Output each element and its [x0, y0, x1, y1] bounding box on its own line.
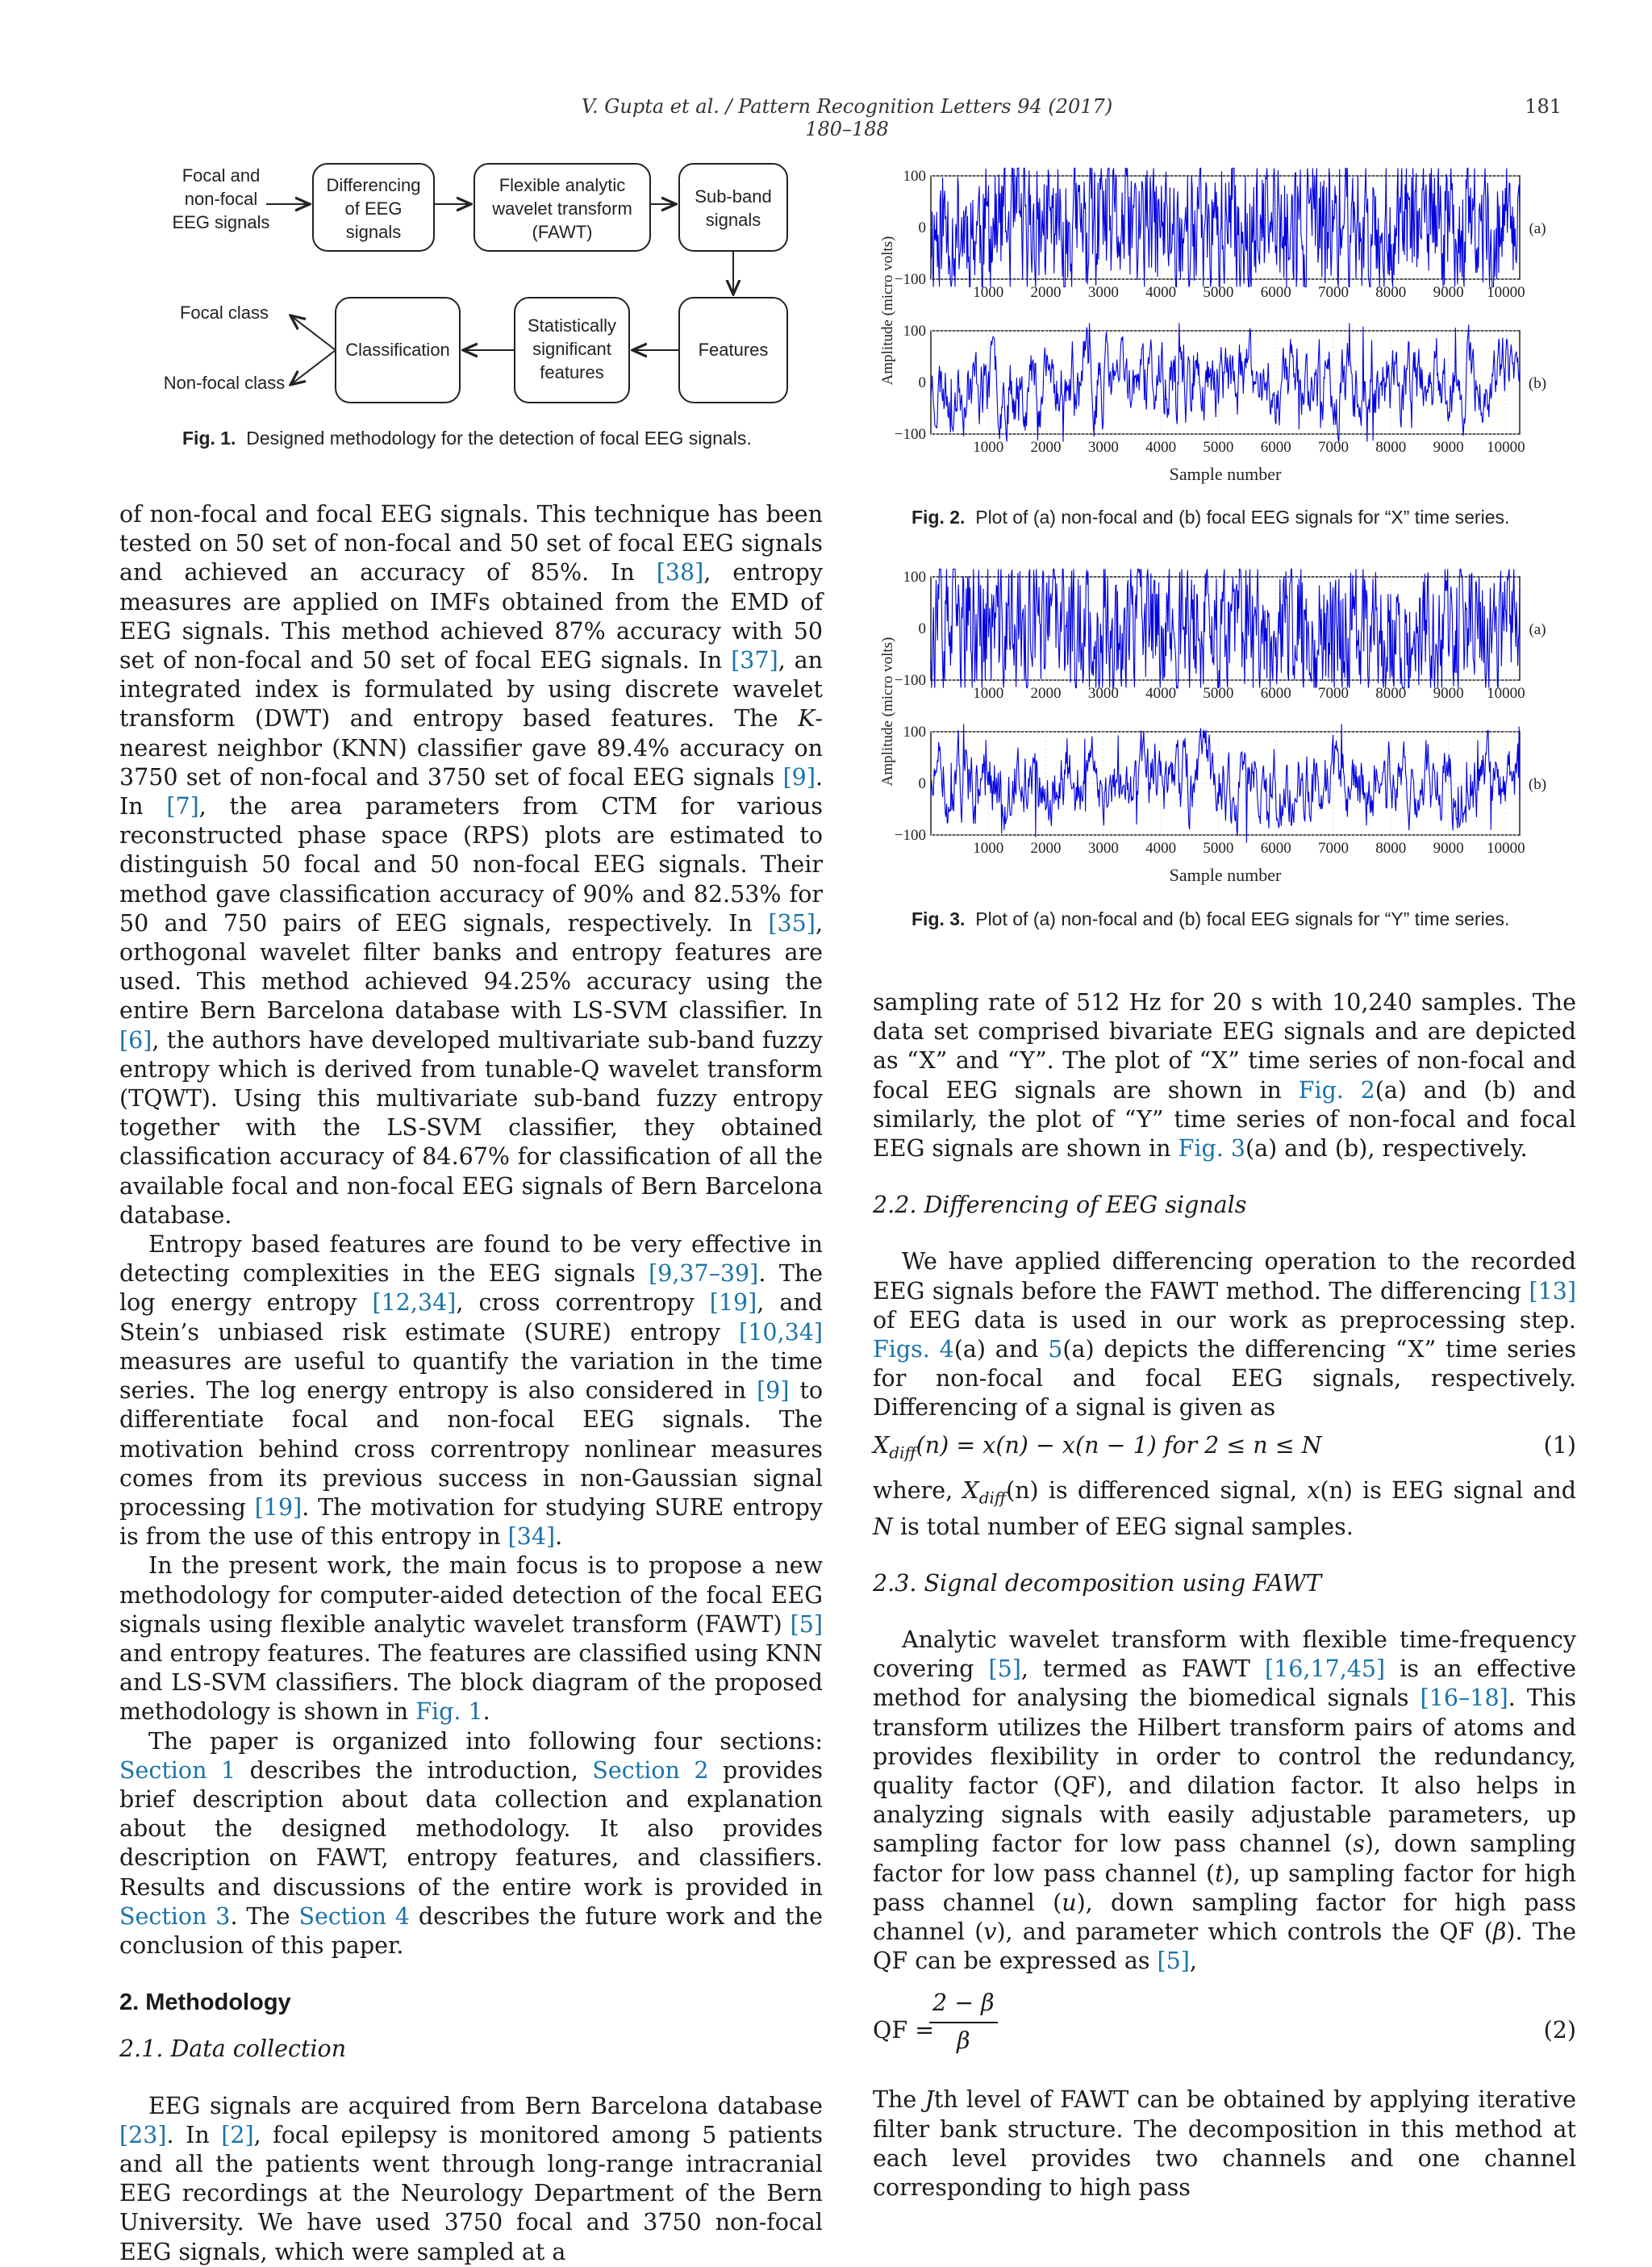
citation-link[interactable]: [7]: [166, 793, 199, 820]
figure-3-caption-label: Fig. 3.: [912, 908, 966, 929]
y-tick-label: −100: [894, 827, 926, 844]
citation-link[interactable]: [37]: [731, 647, 778, 674]
right-paragraph-2: We have applied differencing operation to the recorded EEG signals before the FAWT method. The differencing [13] of EEG data is used in our work as preprocessing step. Figs. 4(a) and 5(a) depicts the differencing “X” time series for non-focal and focal EEG signals, respectively. Differencing of a signal is given as: [873, 1248, 1576, 1422]
x-tick-label: 3000: [1087, 685, 1119, 702]
x-tick-label: 9000: [1433, 840, 1464, 857]
x-axis-label: Sample number: [1169, 464, 1282, 484]
box-subband-line2: signals: [705, 210, 761, 230]
equation-1: $X_{diff}(n) = x(n) - x(n - 1)$ for 2 ≤ n ≤ N (1): [873, 1431, 1576, 1463]
block-diagram-svg: [144, 157, 805, 415]
citation-link[interactable]: [10,34]: [739, 1318, 823, 1346]
panel-label: (b): [1528, 776, 1547, 793]
section-link[interactable]: Section 4: [298, 1902, 410, 1930]
box-fawt-line3: (FAWT): [532, 222, 593, 242]
x-tick-label: 9000: [1433, 284, 1464, 301]
x-tick-label: 8000: [1375, 439, 1407, 456]
x-tick-label: 4000: [1145, 685, 1177, 702]
x-tick-label: 2000: [1030, 439, 1062, 456]
section-2-1-heading: 2.1. Data collection: [119, 2035, 347, 2063]
left-paragraph-5: EEG signals are acquired from Bern Barcelona database [23]. In [2], focal epilepsy is monitored among 5 patients and all the patients went through long-range intracranial EEG recordings at the Neurology Department of the Bern University. We have used 3750 focal and 3750 non-focal EEG signals, which were sampled at a: [119, 2092, 823, 2265]
figure-1-caption-label: Fig. 1.: [182, 428, 236, 449]
x-tick-label: 5000: [1203, 685, 1234, 702]
box-fawt-line1: Flexible analytic: [499, 175, 626, 195]
x-axis-label: Sample number: [1169, 865, 1282, 885]
figure-1-caption: [182, 428, 795, 449]
right-paragraph-1: sampling rate of 512 Hz for 20 s with 10,240 samples. The data set comprised bivariate EEG signals and are depicted as “X” and “Y”. The plot of “X” time series of non-focal and focal EEG signals are shown in Fig. 2(a) and (b) and similarly, the plot of “Y” time series of non-focal and focal EEG signals are shown in Fig. 3(a) and (b), respectively.: [873, 989, 1576, 1163]
x-tick-label: 10000: [1487, 439, 1525, 456]
section-2-heading: 2. Methodology: [119, 1989, 291, 2016]
y-axis-label: Amplitude (micro volts): [879, 637, 896, 787]
box-stat-line1: Statistically: [527, 315, 617, 336]
x-tick-label: 5000: [1203, 439, 1234, 456]
x-tick-label: 7000: [1318, 284, 1350, 301]
section-link[interactable]: Section 2: [592, 1756, 709, 1784]
panel-label: (a): [1529, 621, 1546, 638]
equation-2-number: (2): [1543, 2017, 1576, 2044]
right-column: [873, 988, 1576, 2202]
x-tick-label: 7000: [1318, 439, 1350, 456]
citation-link[interactable]: [13]: [1529, 1277, 1576, 1305]
figure-2-svg: [874, 161, 1584, 484]
figure-2-caption: [912, 507, 1605, 528]
y-tick-label: 100: [903, 323, 926, 340]
citation-link[interactable]: [19]: [709, 1289, 757, 1317]
figure-link[interactable]: 5: [1048, 1336, 1063, 1363]
right-paragraph-5: The Jth level of FAWT can be obtained by applying iterative filter bank structure. The decomposition in this method at each level provides two channels and one channel corresponding to high pass: [873, 2086, 1576, 2201]
citation-link[interactable]: [19]: [254, 1493, 302, 1521]
x-tick-label: 5000: [1203, 284, 1234, 301]
y-tick-label: −100: [894, 672, 926, 689]
x-tick-label: 10000: [1487, 685, 1525, 702]
box-stat-line2: significant: [532, 339, 611, 359]
x-tick-label: 1000: [973, 439, 1004, 456]
box-fawt-line2: wavelet transform: [492, 198, 632, 219]
figure-1-caption-text: Designed methodology for the detection of focal EEG signals.: [246, 428, 752, 449]
panel-label: (b): [1528, 375, 1547, 392]
right-paragraph-3: where, $X_{diff}(n)$ is differenced signal, x(n) is EEG signal and N is total number of EEG signal samples.: [873, 1476, 1577, 1540]
box-differencing-line1: Differencing: [326, 175, 421, 195]
x-tick-label: 3000: [1087, 840, 1119, 857]
x-tick-label: 8000: [1375, 284, 1407, 301]
citation-link[interactable]: [34]: [507, 1523, 556, 1551]
figure-3-caption-text: Plot of (a) non-focal and (b) focal EEG signals for “Y” time series.: [975, 908, 1510, 929]
y-tick-label: 0: [918, 620, 926, 637]
x-tick-label: 6000: [1260, 685, 1291, 702]
section-link[interactable]: Section 3: [119, 1902, 231, 1930]
y-tick-label: 100: [903, 724, 926, 741]
x-tick-label: 4000: [1145, 439, 1177, 456]
box-subband-line1: Sub-band: [695, 186, 772, 207]
figure-2-caption-text: Plot of (a) non-focal and (b) focal EEG signals for “X” time series.: [975, 507, 1510, 528]
citation-link[interactable]: [9]: [757, 1377, 790, 1405]
citation-link[interactable]: [5]: [988, 1655, 1021, 1683]
x-tick-label: 2000: [1030, 284, 1062, 301]
citation-link[interactable]: [9]: [782, 763, 816, 791]
equation-2-numerator: 2 − β: [929, 1989, 998, 2023]
equation-2-lhs: QF =: [873, 2017, 935, 2044]
box-features-label: Features: [698, 340, 769, 360]
y-tick-label: 100: [903, 569, 926, 586]
left-paragraph-2: Entropy based features are found to be very effective in detecting complexities in the EEG signals [9,37–39]. The log energy entropy [12,34], cross correntropy [19], and Stein’s unbiased risk estimate (SURE) entropy [10,34] measures are useful to quantify the variation in the time series. The log energy entropy is also considered in [9] to differentiate focal and non-focal EEG signals. The motivation behind cross correntropy nonlinear measures comes from its previous success in non-Gaussian signal processing [19]. The motivation for studying SURE entropy is from the use of this entropy in [34].: [119, 1231, 823, 1551]
figure-2-signal-plot: [874, 161, 1584, 484]
box-differencing-line2: of EEG: [344, 198, 403, 219]
x-tick-label: 5000: [1203, 840, 1234, 857]
x-tick-label: 9000: [1433, 439, 1464, 456]
panel-label: (a): [1529, 220, 1546, 237]
input-label-line3: EEG signals: [172, 212, 270, 232]
section-2-2-heading: 2.2. Differencing of EEG signals: [873, 1192, 1247, 1219]
x-tick-label: 4000: [1145, 840, 1177, 857]
citation-link[interactable]: [6]: [119, 1026, 152, 1054]
y-tick-label: −100: [894, 426, 926, 443]
x-tick-label: 6000: [1260, 284, 1291, 301]
x-tick-label: 6000: [1260, 439, 1291, 456]
x-tick-label: 8000: [1375, 685, 1407, 702]
citation-link[interactable]: [16,17,45]: [1265, 1655, 1386, 1683]
x-tick-label: 7000: [1318, 685, 1350, 702]
section-2-3-heading: 2.3. Signal decomposition using FAWT: [873, 1569, 1322, 1597]
figure-3-caption: [912, 908, 1605, 930]
figure-3-signal-plot: [874, 562, 1584, 885]
citation-link[interactable]: [12,34]: [372, 1289, 457, 1317]
section-link[interactable]: Section 1: [119, 1756, 236, 1784]
y-tick-label: 0: [918, 219, 926, 236]
running-header: [0, 95, 1652, 140]
box-stat-line3: features: [540, 362, 604, 382]
box-classification-label: Classification: [345, 340, 450, 360]
right-paragraph-4: Analytic wavelet transform with flexible time-frequency covering [5], termed as FAWT [16,17,45] is an effective method for analysing the biomedical signals [16–18]. This transform utilizes the Hilbert transform pairs of atoms and provides flexibility in order to control the redundancy, quality factor (QF), and dilation factor. It also helps in analyzing signals with easily adjustable parameters, up sampling factor for low pass channel (s), down sampling factor for low pass channel (t), up sampling factor for high pass channel (u), down sampling factor for high pass channel (v), and parameter which controls the QF (β). The QF can be expressed as [5],: [873, 1626, 1577, 1975]
x-tick-label: 8000: [1375, 840, 1407, 857]
box-subband: [679, 164, 787, 251]
x-tick-label: 9000: [1433, 685, 1464, 702]
left-paragraph-4: The paper is organized into following four sections: Section 1 describes the introduction, Section 2 provides brief description about data collection and explanation about the designed methodology. It also provides description on FAWT, entropy features, and classifiers. Results and discussions of the entire work is provided in Section 3. The Section 4 describes the future work and the conclusion of this paper.: [119, 1727, 823, 1959]
y-tick-label: 100: [903, 168, 926, 185]
x-tick-label: 1000: [973, 840, 1004, 857]
figure-link[interactable]: Fig. 1: [415, 1698, 483, 1726]
y-axis-label: Amplitude (micro volts): [879, 236, 896, 386]
running-title: V. Gupta et al. / Pattern Recognition Letters 94 (2017) 180–188: [581, 95, 1113, 140]
figure-2-caption-label: Fig. 2.: [912, 507, 966, 528]
figure-link[interactable]: Fig. 3: [1178, 1135, 1245, 1163]
x-tick-label: 3000: [1087, 284, 1119, 301]
left-paragraph-1: of non-focal and focal EEG signals. This technique has been tested on 50 set of non-focal and 50 set of focal EEG signals and achieved an accuracy of 85%. In [38], entropy measures are applied on IMFs obtained from the EMD of EEG signals. This method achieved 87% accuracy with 50 set of non-focal and 50 set of focal EEG signals. In [37], an integrated index is formulated by using discrete wavelet transform (DWT) and entropy based features. The K-nearest neighbor (KNN) classifier gave 89.4% accuracy on 3750 set of non-focal and 3750 set of focal EEG signals [9]. In [7], the area parameters from CTM for various reconstructed phase space (RPS) plots are estimated to distinguish 50 focal and 50 non-focal EEG signals. Their method gave classification accuracy of 90% and 82.53% for 50 and 750 pairs of EEG signals, respectively. In [35], orthogonal wavelet filter banks and entropy features are used. This method achieved 94.25% accuracy using the entire Bern Barcelona database with LS-SVM classifier. In [6], the authors have developed multivariate sub-band fuzzy entropy which is derived from tunable-Q wavelet transform (TQWT). Using this multivariate sub-band fuzzy entropy together with the LS-SVM classifier, they obtained classification accuracy of 84.67% for classification of all the available focal and non-focal EEG signals of Bern Barcelona database.: [119, 501, 824, 1229]
figure-1-block-diagram: [144, 157, 805, 415]
figure-link[interactable]: Figs. 4: [873, 1336, 954, 1363]
left-column: [119, 500, 823, 2267]
box-differencing-line3: signals: [345, 222, 402, 242]
equation-2: [873, 1989, 1576, 2077]
y-tick-label: −100: [894, 271, 926, 288]
input-label-line2: non-focal: [184, 189, 258, 209]
x-tick-label: 3000: [1087, 439, 1119, 456]
page-number: 181: [1525, 95, 1562, 118]
output-focal-class: Focal class: [179, 303, 269, 323]
citation-link[interactable]: [23]: [119, 2121, 167, 2148]
citation-link[interactable]: [9,37–39]: [649, 1260, 759, 1288]
figure-3-svg: [874, 562, 1584, 885]
x-tick-label: 6000: [1260, 840, 1291, 857]
x-tick-label: 10000: [1487, 840, 1525, 857]
x-tick-label: 1000: [973, 284, 1004, 301]
input-label-line1: Focal and: [181, 165, 261, 186]
x-tick-label: 7000: [1318, 840, 1350, 857]
x-tick-label: 2000: [1030, 840, 1062, 857]
x-tick-label: 10000: [1487, 284, 1525, 301]
figure-link[interactable]: Fig. 2: [1298, 1076, 1375, 1104]
y-tick-label: 0: [918, 775, 926, 792]
citation-link[interactable]: [35]: [768, 909, 816, 937]
x-tick-label: 4000: [1145, 284, 1177, 301]
citation-link[interactable]: [5]: [1157, 1948, 1190, 1975]
equation-1-number: (1): [1543, 1431, 1576, 1459]
y-tick-label: 0: [918, 374, 926, 391]
input-label: [172, 165, 269, 232]
citation-link[interactable]: [5]: [790, 1610, 823, 1638]
citation-link[interactable]: [16–18]: [1420, 1685, 1508, 1712]
equation-2-fraction: [929, 1989, 998, 2055]
output-nonfocal-class: Non-focal class: [163, 373, 286, 393]
x-tick-label: 1000: [973, 685, 1004, 702]
left-paragraph-3: In the present work, the main focus is to propose a new methodology for computer-aided detection of the focal EEG signals using flexible analytic wavelet transform (FAWT) [5] and entropy features. The features are classified using KNN and LS-SVM classifiers. The block diagram of the proposed methodology is shown in Fig. 1.: [119, 1552, 823, 1726]
citation-link[interactable]: [38]: [656, 559, 704, 587]
citation-link[interactable]: [2]: [221, 2121, 254, 2148]
x-tick-label: 2000: [1030, 685, 1062, 702]
equation-2-denominator: β: [957, 2027, 970, 2054]
